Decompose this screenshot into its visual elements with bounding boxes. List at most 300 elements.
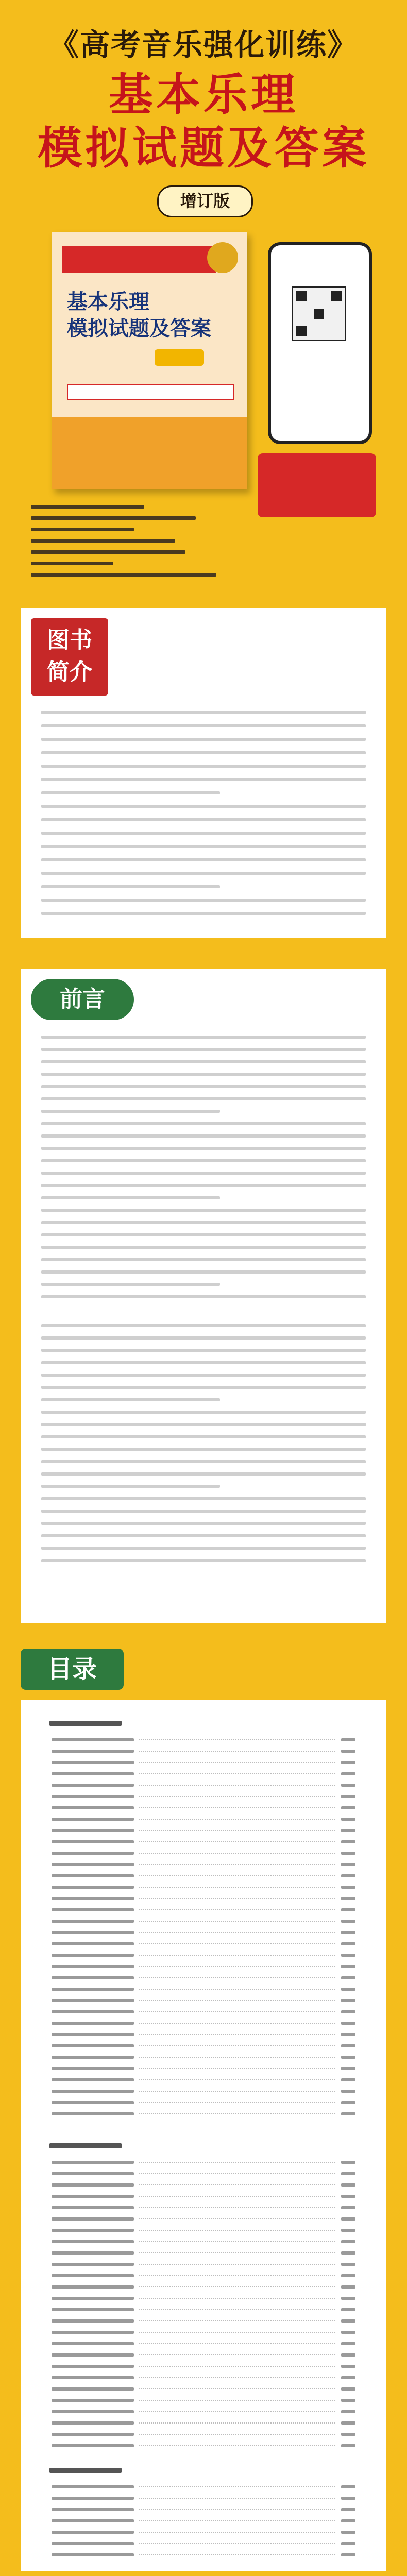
toc-row-title (52, 2067, 134, 2070)
toc-row-page (341, 2353, 355, 2357)
toc-row-title (52, 1840, 134, 1843)
toc-row (52, 2249, 355, 2257)
text-line-placeholder (41, 1411, 366, 1414)
toc-row-title (52, 1988, 134, 1991)
toc-row (52, 1906, 355, 1913)
toc-row-leader (139, 2045, 335, 2046)
toc-row-page (341, 1818, 355, 1821)
toc-row-page (341, 2542, 355, 2545)
text-line-placeholder (41, 1497, 366, 1500)
text-line-placeholder (41, 1435, 366, 1438)
toc-row-leader (139, 1807, 335, 1808)
toc-row-page (341, 2183, 355, 2187)
toc-row-title (52, 1931, 134, 1934)
series-title: 《高考音乐强化训练》 (48, 27, 358, 62)
text-line-placeholder (41, 724, 366, 727)
text-line-placeholder (41, 1159, 366, 1162)
toc-row-page (341, 1874, 355, 1877)
toc-row-leader (139, 2252, 335, 2253)
toc-row-leader (139, 2068, 335, 2069)
toc-row-page (341, 2331, 355, 2334)
toc-row-title (52, 2010, 134, 2013)
text-line-placeholder (41, 1559, 366, 1562)
text-line-placeholder (41, 1386, 366, 1389)
toc-row-leader (139, 2309, 335, 2310)
toc-row-page (341, 2217, 355, 2221)
info-line (31, 516, 196, 520)
toc-row-leader (139, 2554, 335, 2555)
toc-row-leader (139, 2377, 335, 2378)
toc-row-page (341, 2044, 355, 2047)
toc-row (52, 2227, 355, 2234)
qr-module (314, 309, 324, 319)
toc-row-leader (139, 1819, 335, 1820)
text-line-placeholder (41, 1472, 366, 1476)
text-line-placeholder (41, 1448, 366, 1451)
toc-row-title (52, 1750, 134, 1753)
text-line-placeholder (41, 1209, 366, 1212)
toc-row (52, 2483, 355, 2490)
toc-row-title (52, 2485, 134, 2488)
toc-row-leader (139, 2000, 335, 2001)
text-line-placeholder (41, 1048, 366, 1051)
toc-row-title (52, 2022, 134, 2025)
toc-row-page (341, 1965, 355, 1968)
toc-row-page (341, 2195, 355, 2198)
toc-row-leader (139, 1909, 335, 1910)
toc-row-leader (139, 1830, 335, 1831)
intro-tag-line1: 图书 (47, 627, 92, 653)
toc-row-leader (139, 1875, 335, 1876)
toc-row (52, 1963, 355, 1970)
toc-row (52, 1952, 355, 1959)
toc-row-page (341, 2444, 355, 2447)
toc-row (52, 1986, 355, 1993)
text-line-placeholder (41, 1110, 220, 1113)
toc-part-heading (49, 1721, 122, 1726)
toc-row (52, 1997, 355, 2004)
toc-row-leader (139, 2434, 335, 2435)
text-line-placeholder (41, 1374, 366, 1377)
toc-row-page (341, 2342, 355, 2345)
toc-row-page (341, 1840, 355, 1843)
text-line-placeholder (41, 1134, 366, 1138)
text-line-placeholder (41, 912, 366, 915)
toc-row-leader (139, 2286, 335, 2287)
text-line-placeholder (41, 791, 220, 794)
toc-row (52, 1838, 355, 1845)
text-line-placeholder (41, 1361, 366, 1364)
toc-row (52, 2408, 355, 2415)
toc-row-leader (139, 1773, 335, 1774)
text-line-placeholder (41, 1184, 366, 1187)
toc-row-title (52, 1908, 134, 1911)
toc-row-page (341, 2319, 355, 2323)
toc-row (52, 2042, 355, 2049)
toc-row (52, 1884, 355, 1891)
toc-row (52, 2529, 355, 2536)
text-line-placeholder (41, 1060, 366, 1063)
toc-row-leader (139, 1864, 335, 1865)
toc-row-leader (139, 1966, 335, 1967)
toc-row-title (52, 2206, 134, 2209)
toc-row-title (52, 2229, 134, 2232)
toc-row-page (341, 2519, 355, 2522)
toc-row (52, 1929, 355, 1936)
toc-row-leader (139, 2343, 335, 2344)
text-line-placeholder (41, 1295, 366, 1298)
toc-row (52, 1736, 355, 1743)
toc-row (52, 2329, 355, 2336)
text-line-placeholder (41, 1233, 366, 1236)
toc-row-leader (139, 2543, 335, 2544)
toc-row-page (341, 1920, 355, 1923)
text-line-placeholder (41, 1349, 366, 1352)
toc-row-leader (139, 1853, 335, 1854)
toc-row-leader (139, 1898, 335, 1899)
toc-row (52, 1918, 355, 1925)
toc-row-page (341, 1897, 355, 1900)
toc-row-leader (139, 2207, 335, 2208)
toc-row (52, 2215, 355, 2223)
toc-row (52, 1782, 355, 1789)
toc-row (52, 2020, 355, 2027)
toc-row-leader (139, 2218, 335, 2219)
toc-row (52, 2374, 355, 2381)
toc-row-page (341, 1908, 355, 1911)
toc-row-leader (139, 2023, 335, 2024)
toc-row-title (52, 2161, 134, 2164)
toc-row-page (341, 2229, 355, 2232)
toc-row-title (52, 1795, 134, 1798)
toc-row-title (52, 2112, 134, 2115)
toc-row-page (341, 1829, 355, 1832)
toc-row (52, 2551, 355, 2558)
toc-row-leader (139, 2486, 335, 2487)
text-line-placeholder (41, 885, 220, 888)
cover-edition-badge (207, 242, 238, 273)
toc-row-leader (139, 2532, 335, 2533)
toc-row-leader (139, 1977, 335, 1978)
toc-row (52, 1827, 355, 1834)
text-line-placeholder (41, 1534, 366, 1537)
toc-row-leader (139, 2366, 335, 2367)
info-line (31, 562, 113, 565)
toc-row-leader (139, 2498, 335, 2499)
toc-row-title (52, 1738, 134, 1741)
intro-tag (31, 618, 108, 696)
toc-row-page (341, 2206, 355, 2209)
toc-row (52, 2419, 355, 2427)
toc-row (52, 2540, 355, 2547)
toc-row-title (52, 2542, 134, 2545)
toc-row-title (52, 2410, 134, 2413)
toc-row-page (341, 2251, 355, 2255)
text-line-placeholder (41, 1246, 366, 1249)
text-line-placeholder (41, 1522, 366, 1525)
toc-row-title (52, 2285, 134, 2289)
qr-code-image (292, 286, 346, 341)
toc-row-title (52, 2319, 134, 2323)
toc-row-page (341, 1942, 355, 1945)
toc-row (52, 2295, 355, 2302)
toc-row-title (52, 2376, 134, 2379)
toc-row-leader (139, 2011, 335, 2012)
text-line-placeholder (41, 1196, 220, 1199)
book-cover-image (52, 232, 247, 489)
toc-row (52, 1872, 355, 1879)
toc-row-title (52, 1897, 134, 1900)
toc-row-leader (139, 2411, 335, 2412)
toc-row (52, 2272, 355, 2279)
toc-row (52, 2261, 355, 2268)
toc-row (52, 1974, 355, 1981)
toc-row-leader (139, 1943, 335, 1944)
toc-row-page (341, 2161, 355, 2164)
text-line-placeholder (41, 805, 366, 808)
toc-row-page (341, 1931, 355, 1934)
edition-badge: 增订版 (157, 185, 253, 217)
toc-row-page (341, 2508, 355, 2511)
toc-row-leader (139, 2422, 335, 2424)
toc-row-title (52, 1976, 134, 1979)
info-line (31, 528, 134, 531)
toc-row (52, 1850, 355, 1857)
text-line-placeholder (41, 1423, 366, 1426)
text-line-placeholder (41, 1485, 220, 1488)
toc-row-page (341, 1999, 355, 2002)
toc-row-leader (139, 2354, 335, 2355)
text-line-placeholder (41, 872, 366, 875)
toc-row-page (341, 2410, 355, 2413)
toc-row-title (52, 1999, 134, 2002)
text-line-placeholder (41, 765, 366, 768)
text-line-placeholder (41, 1172, 366, 1175)
toc-row-page (341, 1738, 355, 1741)
toc-row-page (341, 2033, 355, 2036)
hero-section (0, 0, 407, 587)
toc-row-title (52, 2274, 134, 2277)
text-line-placeholder (41, 818, 366, 821)
toc-row-leader (139, 2241, 335, 2242)
toc-row (52, 1816, 355, 1823)
toc-row (52, 2385, 355, 2393)
text-line-placeholder (41, 1147, 366, 1150)
toc-row-page (341, 1750, 355, 1753)
toc-row-leader (139, 1955, 335, 1956)
toc-row-title (52, 2263, 134, 2266)
text-line-placeholder (41, 1122, 366, 1125)
toc-row-title (52, 2044, 134, 2047)
toc-row (52, 2306, 355, 2313)
toc-row-leader (139, 2520, 335, 2521)
toc-card (21, 1700, 386, 2571)
cover-subtitle-strip (67, 384, 234, 400)
toc-row-title (52, 2090, 134, 2093)
toc-row-leader (139, 2091, 335, 2092)
toc-row-page (341, 2263, 355, 2266)
book-intro-section (0, 587, 407, 953)
toc-row-leader (139, 1796, 335, 1797)
toc-row-leader (139, 1785, 335, 1786)
toc-row-leader (139, 2034, 335, 2035)
toc-row-page (341, 2112, 355, 2115)
toc-row-title (52, 1954, 134, 1957)
text-line-placeholder (41, 1283, 220, 1286)
toc-row-title (52, 2342, 134, 2345)
cover-series-band (62, 246, 216, 273)
toc-row-page (341, 2399, 355, 2402)
toc-row (52, 2397, 355, 2404)
text-line-placeholder (41, 832, 366, 835)
toc-row-page (341, 1863, 355, 1866)
toc-row-title (52, 1863, 134, 1866)
toc-row-leader (139, 2113, 335, 2114)
toc-row-page (341, 2531, 355, 2534)
toc-row-page (341, 1988, 355, 1991)
info-line (31, 505, 144, 509)
toc-row-page (341, 1806, 355, 1809)
toc-row (52, 2031, 355, 2038)
toc-row-page (341, 2056, 355, 2059)
toc-row (52, 2076, 355, 2083)
toc-row-title (52, 2399, 134, 2402)
toc-row-leader (139, 1841, 335, 1842)
toc-row (52, 2351, 355, 2359)
toc-row (52, 2008, 355, 2015)
toc-row-leader (139, 1739, 335, 1740)
toc-row-title (52, 2497, 134, 2500)
toc-row-title (52, 2387, 134, 2391)
toc-row-page (341, 2497, 355, 2500)
qr-finder-mark (331, 291, 342, 301)
text-line-placeholder (41, 1547, 366, 1550)
toc-row (52, 2517, 355, 2524)
toc-row-title (52, 2421, 134, 2425)
toc-row (52, 2181, 355, 2189)
intro-tag-line2: 简介 (47, 659, 92, 685)
toc-row (52, 2431, 355, 2438)
toc-row (52, 2088, 355, 2095)
toc-row-title (52, 1920, 134, 1923)
toc-row-leader (139, 2057, 335, 2058)
toc-row (52, 2340, 355, 2347)
toc-row-title (52, 2297, 134, 2300)
toc-row-page (341, 2067, 355, 2070)
toc-row (52, 1861, 355, 1868)
toc-row-leader (139, 2079, 335, 2080)
toc-row-page (341, 2308, 355, 2311)
toc-row-page (341, 2433, 355, 2436)
toc-row-title (52, 2172, 134, 2175)
toc-row (52, 2065, 355, 2072)
text-line-placeholder (41, 1324, 366, 1327)
toc-row-leader (139, 2162, 335, 2163)
toc-row-page (341, 2240, 355, 2243)
toc-row (52, 2363, 355, 2370)
toc-part-heading (49, 2468, 122, 2473)
text-line-placeholder (41, 845, 366, 848)
book-title-line1: 基本乐理 (109, 69, 298, 121)
toc-row-title (52, 2251, 134, 2255)
toc-row-title (52, 2519, 134, 2522)
text-line-placeholder (41, 1097, 366, 1100)
text-line-placeholder (41, 1510, 366, 1513)
toc-row-title (52, 1818, 134, 1821)
toc-row-leader (139, 1989, 335, 1990)
qr-finder-mark (296, 326, 307, 336)
toc-row (52, 2238, 355, 2245)
toc-row (52, 2495, 355, 2502)
toc-row-title (52, 2101, 134, 2104)
book-title (0, 68, 407, 175)
toc-row-title (52, 2217, 134, 2221)
toc-row-page (341, 1784, 355, 1787)
text-line-placeholder (41, 711, 366, 714)
text-line-placeholder (41, 738, 366, 741)
toc-row-leader (139, 1762, 335, 1763)
toc-row-page (341, 1976, 355, 1979)
toc-row (52, 2193, 355, 2200)
toc-row-leader (139, 2173, 335, 2174)
toc-row-page (341, 2022, 355, 2025)
text-line-placeholder (41, 1270, 366, 1274)
toc-row-title (52, 2331, 134, 2334)
toc-row-title (52, 1772, 134, 1775)
toc-title: 目录 (21, 1649, 124, 1690)
toc-row-leader (139, 1887, 335, 1888)
toc-row-leader (139, 2445, 335, 2446)
toc-row-title (52, 1886, 134, 1889)
toc-row-page (341, 2553, 355, 2556)
toc-row-page (341, 1772, 355, 1775)
text-line-placeholder (41, 1336, 366, 1340)
toc-row-leader (139, 2196, 335, 2197)
toc-row (52, 2170, 355, 2177)
toc-row (52, 1759, 355, 1766)
toc-row-title (52, 2365, 134, 2368)
toc-row (52, 2442, 355, 2449)
text-line-placeholder (41, 1398, 220, 1401)
toc-row-page (341, 2010, 355, 2013)
preface-section (0, 953, 407, 1638)
toc-row-page (341, 2172, 355, 2175)
book-title-line2: 模拟试题及答案 (38, 122, 369, 174)
text-line-placeholder (41, 1085, 366, 1088)
toc-row-leader (139, 2320, 335, 2321)
toc-row-title (52, 2433, 134, 2436)
cover-title-line2: 模拟试题及答案 (67, 316, 211, 341)
cover-edition-tag (155, 349, 204, 366)
toc-row-page (341, 2297, 355, 2300)
toc-row-leader (139, 2102, 335, 2103)
toc-row (52, 2110, 355, 2117)
toc-row-title (52, 2553, 134, 2556)
toc-row-title (52, 1806, 134, 1809)
text-line-placeholder (41, 1073, 366, 1076)
toc-row-page (341, 2365, 355, 2368)
toc-row-title (52, 1942, 134, 1945)
toc-row-page (341, 2376, 355, 2379)
toc-row-leader (139, 2230, 335, 2231)
toc-row (52, 1748, 355, 1755)
toc-row (52, 1940, 355, 1947)
toc-row-page (341, 1954, 355, 1957)
toc-row-page (341, 2285, 355, 2289)
toc-row-title (52, 2056, 134, 2059)
toc-row (52, 2506, 355, 2513)
toc-row-page (341, 2274, 355, 2277)
